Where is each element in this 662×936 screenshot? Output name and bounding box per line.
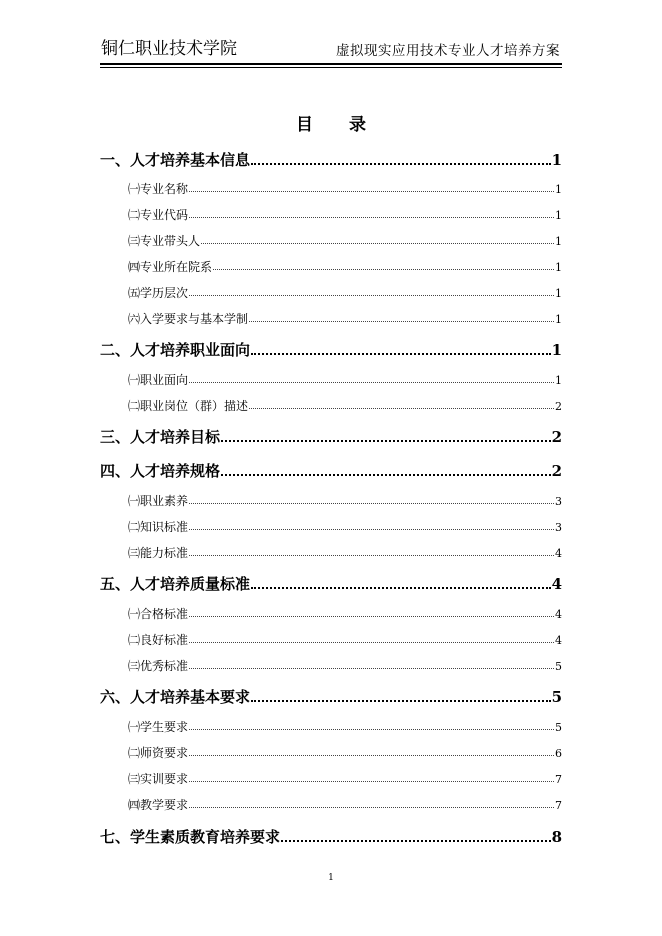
toc-subentry[interactable] — [128, 281, 562, 299]
toc-entry-page: 4 — [555, 608, 562, 621]
toc-entry-page: 5 — [555, 721, 562, 734]
toc-entry-label: ㈡专业代码 — [128, 208, 189, 222]
toc-dot-leader — [189, 217, 554, 218]
toc-entry-page: 4 — [551, 575, 562, 593]
toc-dot-leader — [221, 440, 551, 442]
toc-subentry[interactable] — [128, 654, 562, 672]
toc-dot-leader — [189, 529, 554, 530]
toc-subentry[interactable] — [128, 515, 562, 533]
toc-entry-label: ㈢能力标准 — [128, 546, 189, 560]
toc-entry-label: 三、人才培养目标 — [100, 428, 221, 446]
toc-heading-entry[interactable] — [100, 683, 562, 705]
toc-subentry[interactable] — [128, 229, 562, 247]
toc-subentry[interactable] — [128, 715, 562, 733]
toc-entry-page: 6 — [555, 747, 562, 760]
toc-subentry[interactable] — [128, 793, 562, 811]
toc-entry-label: ㈠专业名称 — [128, 182, 189, 196]
toc-dot-leader — [251, 587, 551, 589]
toc-entry-label: ㈠职业素养 — [128, 494, 189, 508]
toc-entry-page: 1 — [555, 183, 562, 196]
toc-entry-page: 2 — [555, 400, 562, 413]
toc-entry-label: ㈡知识标准 — [128, 520, 189, 534]
toc-dot-leader — [189, 781, 554, 782]
toc-entry-label: ㈢专业带头人 — [128, 234, 201, 248]
toc-dot-leader — [251, 163, 551, 165]
toc-entry-label: ㈣教学要求 — [128, 798, 189, 812]
toc-entry-page: 7 — [555, 799, 562, 812]
toc-heading-entry[interactable] — [100, 457, 562, 479]
toc-entry-page: 2 — [551, 428, 562, 446]
toc-entry-label: 一、人才培养基本信息 — [100, 151, 251, 169]
toc-dot-leader — [213, 269, 554, 270]
toc-heading-entry[interactable] — [100, 336, 562, 358]
toc-entry-page: 5 — [551, 688, 562, 706]
toc-entry-label: 七、学生素质教育培养要求 — [100, 828, 281, 846]
toc-entry-label: ㈤学历层次 — [128, 286, 189, 300]
toc-dot-leader — [251, 700, 551, 702]
toc-entry-page: 4 — [555, 547, 562, 560]
toc-heading-entry[interactable] — [100, 423, 562, 445]
toc-dot-leader — [189, 616, 554, 617]
toc-entry-page: 7 — [555, 773, 562, 786]
toc-entry-page: 5 — [555, 660, 562, 673]
toc-heading-entry[interactable] — [100, 146, 562, 168]
toc-entry-page: 2 — [551, 462, 562, 480]
toc-entry-label: 四、人才培养规格 — [100, 462, 221, 480]
toc-entry-label: ㈡师资要求 — [128, 746, 189, 760]
header-document-title: 虚拟现实应用技术专业人才培养方案 — [336, 43, 560, 59]
toc-subentry[interactable] — [128, 628, 562, 646]
toc-entry-page: 1 — [555, 209, 562, 222]
toc-dot-leader — [221, 474, 551, 476]
toc-entry-page: 1 — [555, 287, 562, 300]
toc-dot-leader — [249, 408, 554, 409]
toc-dot-leader — [189, 555, 554, 556]
toc-heading-entry[interactable] — [100, 570, 562, 592]
header-institution: 铜仁职业技术学院 — [101, 39, 237, 59]
toc-entry-label: ㈠职业面向 — [128, 373, 189, 387]
toc-subentry[interactable] — [128, 741, 562, 759]
toc-subentry[interactable] — [128, 203, 562, 221]
toc-dot-leader — [189, 755, 554, 756]
toc-dot-leader — [189, 642, 554, 643]
toc-entry-label: ㈠合格标准 — [128, 607, 189, 621]
toc-entry-page: 3 — [555, 495, 562, 508]
toc-entry-page: 4 — [555, 634, 562, 647]
toc-subentry[interactable] — [128, 368, 562, 386]
toc-entry-page: 1 — [555, 374, 562, 387]
toc-entry-page: 1 — [555, 235, 562, 248]
toc-entry-label: ㈣专业所在院系 — [128, 260, 213, 274]
toc-dot-leader — [189, 382, 554, 383]
toc-dot-leader — [189, 503, 554, 504]
toc-subentry[interactable] — [128, 767, 562, 785]
toc-entry-label: 五、人才培养质量标准 — [100, 575, 251, 593]
toc-heading-entry[interactable] — [100, 823, 562, 845]
toc-dot-leader — [201, 243, 554, 244]
toc-entry-label: 二、人才培养职业面向 — [100, 341, 251, 359]
toc-subentry[interactable] — [128, 255, 562, 273]
toc-entry-label: ㈡良好标准 — [128, 633, 189, 647]
toc-entry-page: 1 — [551, 341, 562, 359]
header-rule-thin — [100, 67, 562, 68]
toc-dot-leader — [189, 668, 554, 669]
footer-page-number: 1 — [328, 873, 334, 883]
toc-entry-page: 1 — [555, 313, 562, 326]
toc-subentry[interactable] — [128, 602, 562, 620]
toc-title: 目录 — [296, 115, 402, 135]
toc-dot-leader — [189, 807, 554, 808]
toc-entry-page: 3 — [555, 521, 562, 534]
toc-entry-page: 8 — [551, 828, 562, 846]
toc-subentry[interactable] — [128, 489, 562, 507]
header-rule-thick — [100, 63, 562, 65]
toc-dot-leader — [249, 321, 554, 322]
toc-dot-leader — [189, 295, 554, 296]
toc-entry-label: ㈠学生要求 — [128, 720, 189, 734]
toc-dot-leader — [281, 840, 551, 842]
toc-dot-leader — [251, 353, 551, 355]
toc-subentry[interactable] — [128, 541, 562, 559]
toc-entry-page: 1 — [555, 261, 562, 274]
toc-entry-label: ㈥入学要求与基本学制 — [128, 312, 249, 326]
toc-entry-label: ㈢优秀标准 — [128, 659, 189, 673]
toc-dot-leader — [189, 729, 554, 730]
toc-subentry[interactable] — [128, 394, 562, 412]
toc-dot-leader — [189, 191, 554, 192]
toc-entry-label: 六、人才培养基本要求 — [100, 688, 251, 706]
toc-subentry[interactable] — [128, 177, 562, 195]
toc-subentry[interactable] — [128, 307, 562, 325]
toc-entry-label: ㈢实训要求 — [128, 772, 189, 786]
toc-entry-label: ㈡职业岗位（群）描述 — [128, 399, 249, 413]
toc-entry-page: 1 — [551, 151, 562, 169]
